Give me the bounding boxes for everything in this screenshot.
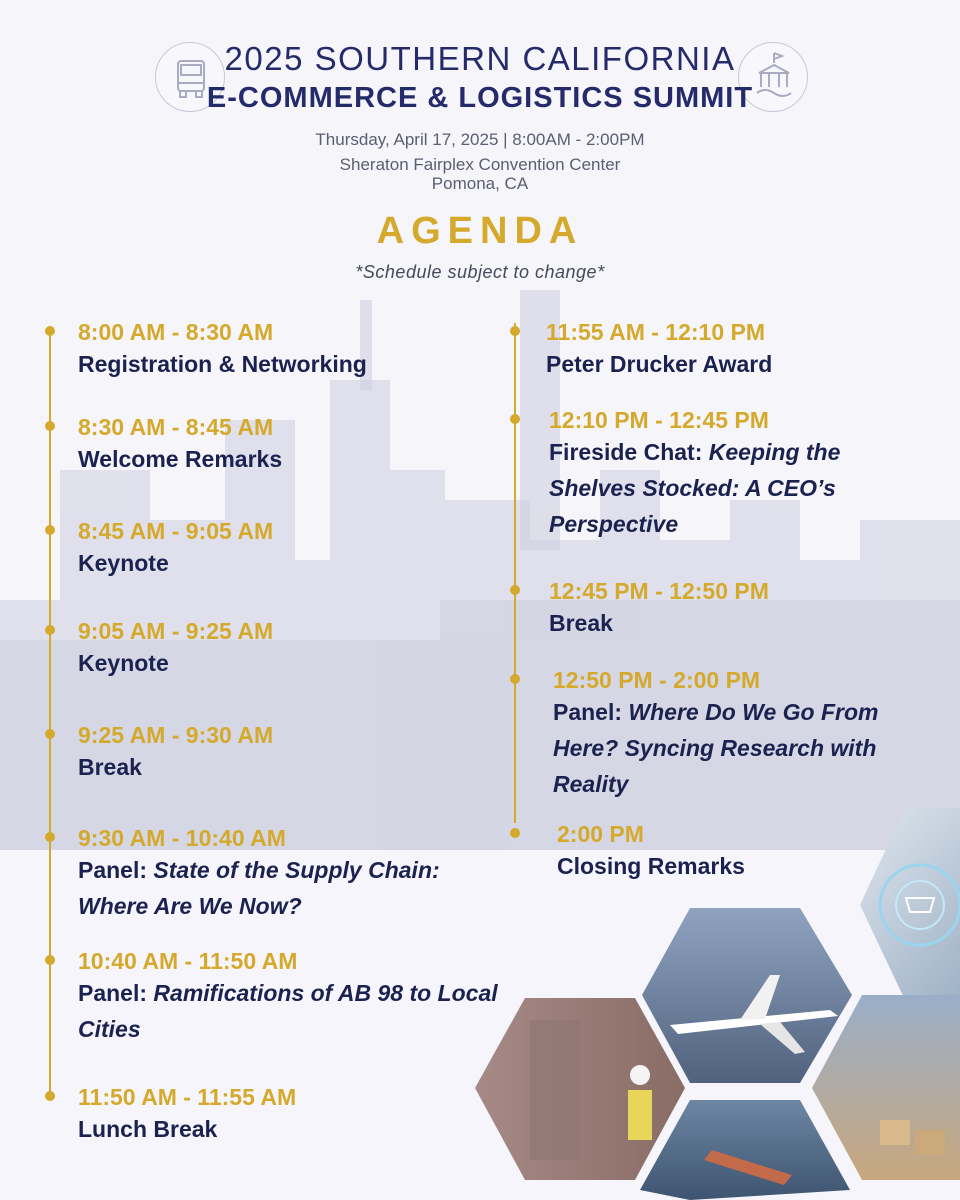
agenda-title: Panel: Ramifications of AB 98 to Local Cities xyxy=(78,980,498,1042)
container-ship-hexagon xyxy=(640,1100,850,1200)
timeline-dot xyxy=(45,955,55,965)
agenda-time: 8:00 AM - 8:30 AM xyxy=(78,319,274,345)
event-city: Pomona, CA xyxy=(431,174,529,193)
left-timeline-line xyxy=(49,330,51,1100)
agenda-time: 9:30 AM - 10:40 AM xyxy=(78,825,286,851)
agenda-time: 12:10 PM - 12:45 PM xyxy=(549,407,769,433)
port-airplane-hexagon xyxy=(642,908,852,1083)
agenda-item xyxy=(78,721,498,785)
agenda-heading: AGENDA xyxy=(376,210,584,252)
agenda-time: 8:30 AM - 8:45 AM xyxy=(78,414,274,440)
agenda-title: Closing Remarks xyxy=(557,853,745,879)
timeline-dot xyxy=(45,326,55,336)
agenda-item xyxy=(553,666,933,802)
agenda-item xyxy=(78,824,498,924)
timeline-dot xyxy=(510,828,520,838)
agenda-title: Break xyxy=(78,754,142,780)
agenda-item xyxy=(549,577,929,641)
agenda-title: Keynote xyxy=(78,550,169,576)
event-venue: Sheraton Fairplex Convention Center xyxy=(339,155,621,174)
schedule-note: *Schedule subject to change* xyxy=(355,262,605,282)
timeline-dot xyxy=(45,525,55,535)
agenda-item xyxy=(78,318,498,382)
agenda-title: Keynote xyxy=(78,650,169,676)
agenda-time: 11:55 AM - 12:10 PM xyxy=(546,319,766,345)
agenda-time: 9:25 AM - 9:30 AM xyxy=(78,722,274,748)
agenda-item xyxy=(549,406,929,542)
summit-title-line2: E-COMMERCE & LOGISTICS SUMMIT xyxy=(206,82,754,114)
summit-title-line1: 2025 SOUTHERN CALIFORNIA xyxy=(224,40,736,77)
right-timeline-line xyxy=(514,323,516,823)
agenda-item xyxy=(78,617,498,681)
summit-header xyxy=(0,0,960,300)
agenda-title: Fireside Chat: Keeping the Shelves Stocked: A CEO’s Perspective xyxy=(549,439,841,537)
timeline-dot xyxy=(45,625,55,635)
agenda-title: Peter Drucker Award xyxy=(546,351,773,377)
timeline-dot xyxy=(510,414,520,424)
agenda-item xyxy=(78,947,498,1047)
agenda-time: 8:45 AM - 9:05 AM xyxy=(78,518,274,544)
timeline-dot xyxy=(45,421,55,431)
agenda-time: 11:50 AM - 11:55 AM xyxy=(78,1084,297,1110)
agenda-time: 10:40 AM - 11:50 AM xyxy=(78,948,298,974)
agenda-title: Registration & Networking xyxy=(78,351,367,377)
agenda-item xyxy=(78,1083,498,1147)
timeline-dot xyxy=(510,585,520,595)
agenda-item xyxy=(546,318,926,382)
event-date: Thursday, April 17, 2025 | 8:00AM - 2:00PM xyxy=(315,130,645,149)
agenda-time: 12:45 PM - 12:50 PM xyxy=(549,578,769,604)
timeline-dot xyxy=(45,1091,55,1101)
containers-worker-hexagon xyxy=(475,998,685,1180)
timeline-dot xyxy=(510,674,520,684)
agenda-item xyxy=(557,820,937,884)
timeline-dot xyxy=(45,729,55,739)
agenda-time: 9:05 AM - 9:25 AM xyxy=(78,618,274,644)
agenda-item xyxy=(78,413,498,477)
timeline-dot xyxy=(510,326,520,336)
agenda-title: Break xyxy=(549,610,613,636)
agenda-time: 12:50 PM - 2:00 PM xyxy=(553,667,761,693)
timeline-dot xyxy=(45,832,55,842)
agenda-time: 2:00 PM xyxy=(557,821,644,847)
agenda-title: Panel: State of the Supply Chain: Where Are We Now? xyxy=(78,857,440,919)
agenda-title: Lunch Break xyxy=(78,1116,218,1142)
agenda-title: Panel: Where Do We Go From Here? Syncing Research with Reality xyxy=(553,699,879,797)
agenda-title: Welcome Remarks xyxy=(78,446,283,472)
agenda-item xyxy=(78,517,498,581)
